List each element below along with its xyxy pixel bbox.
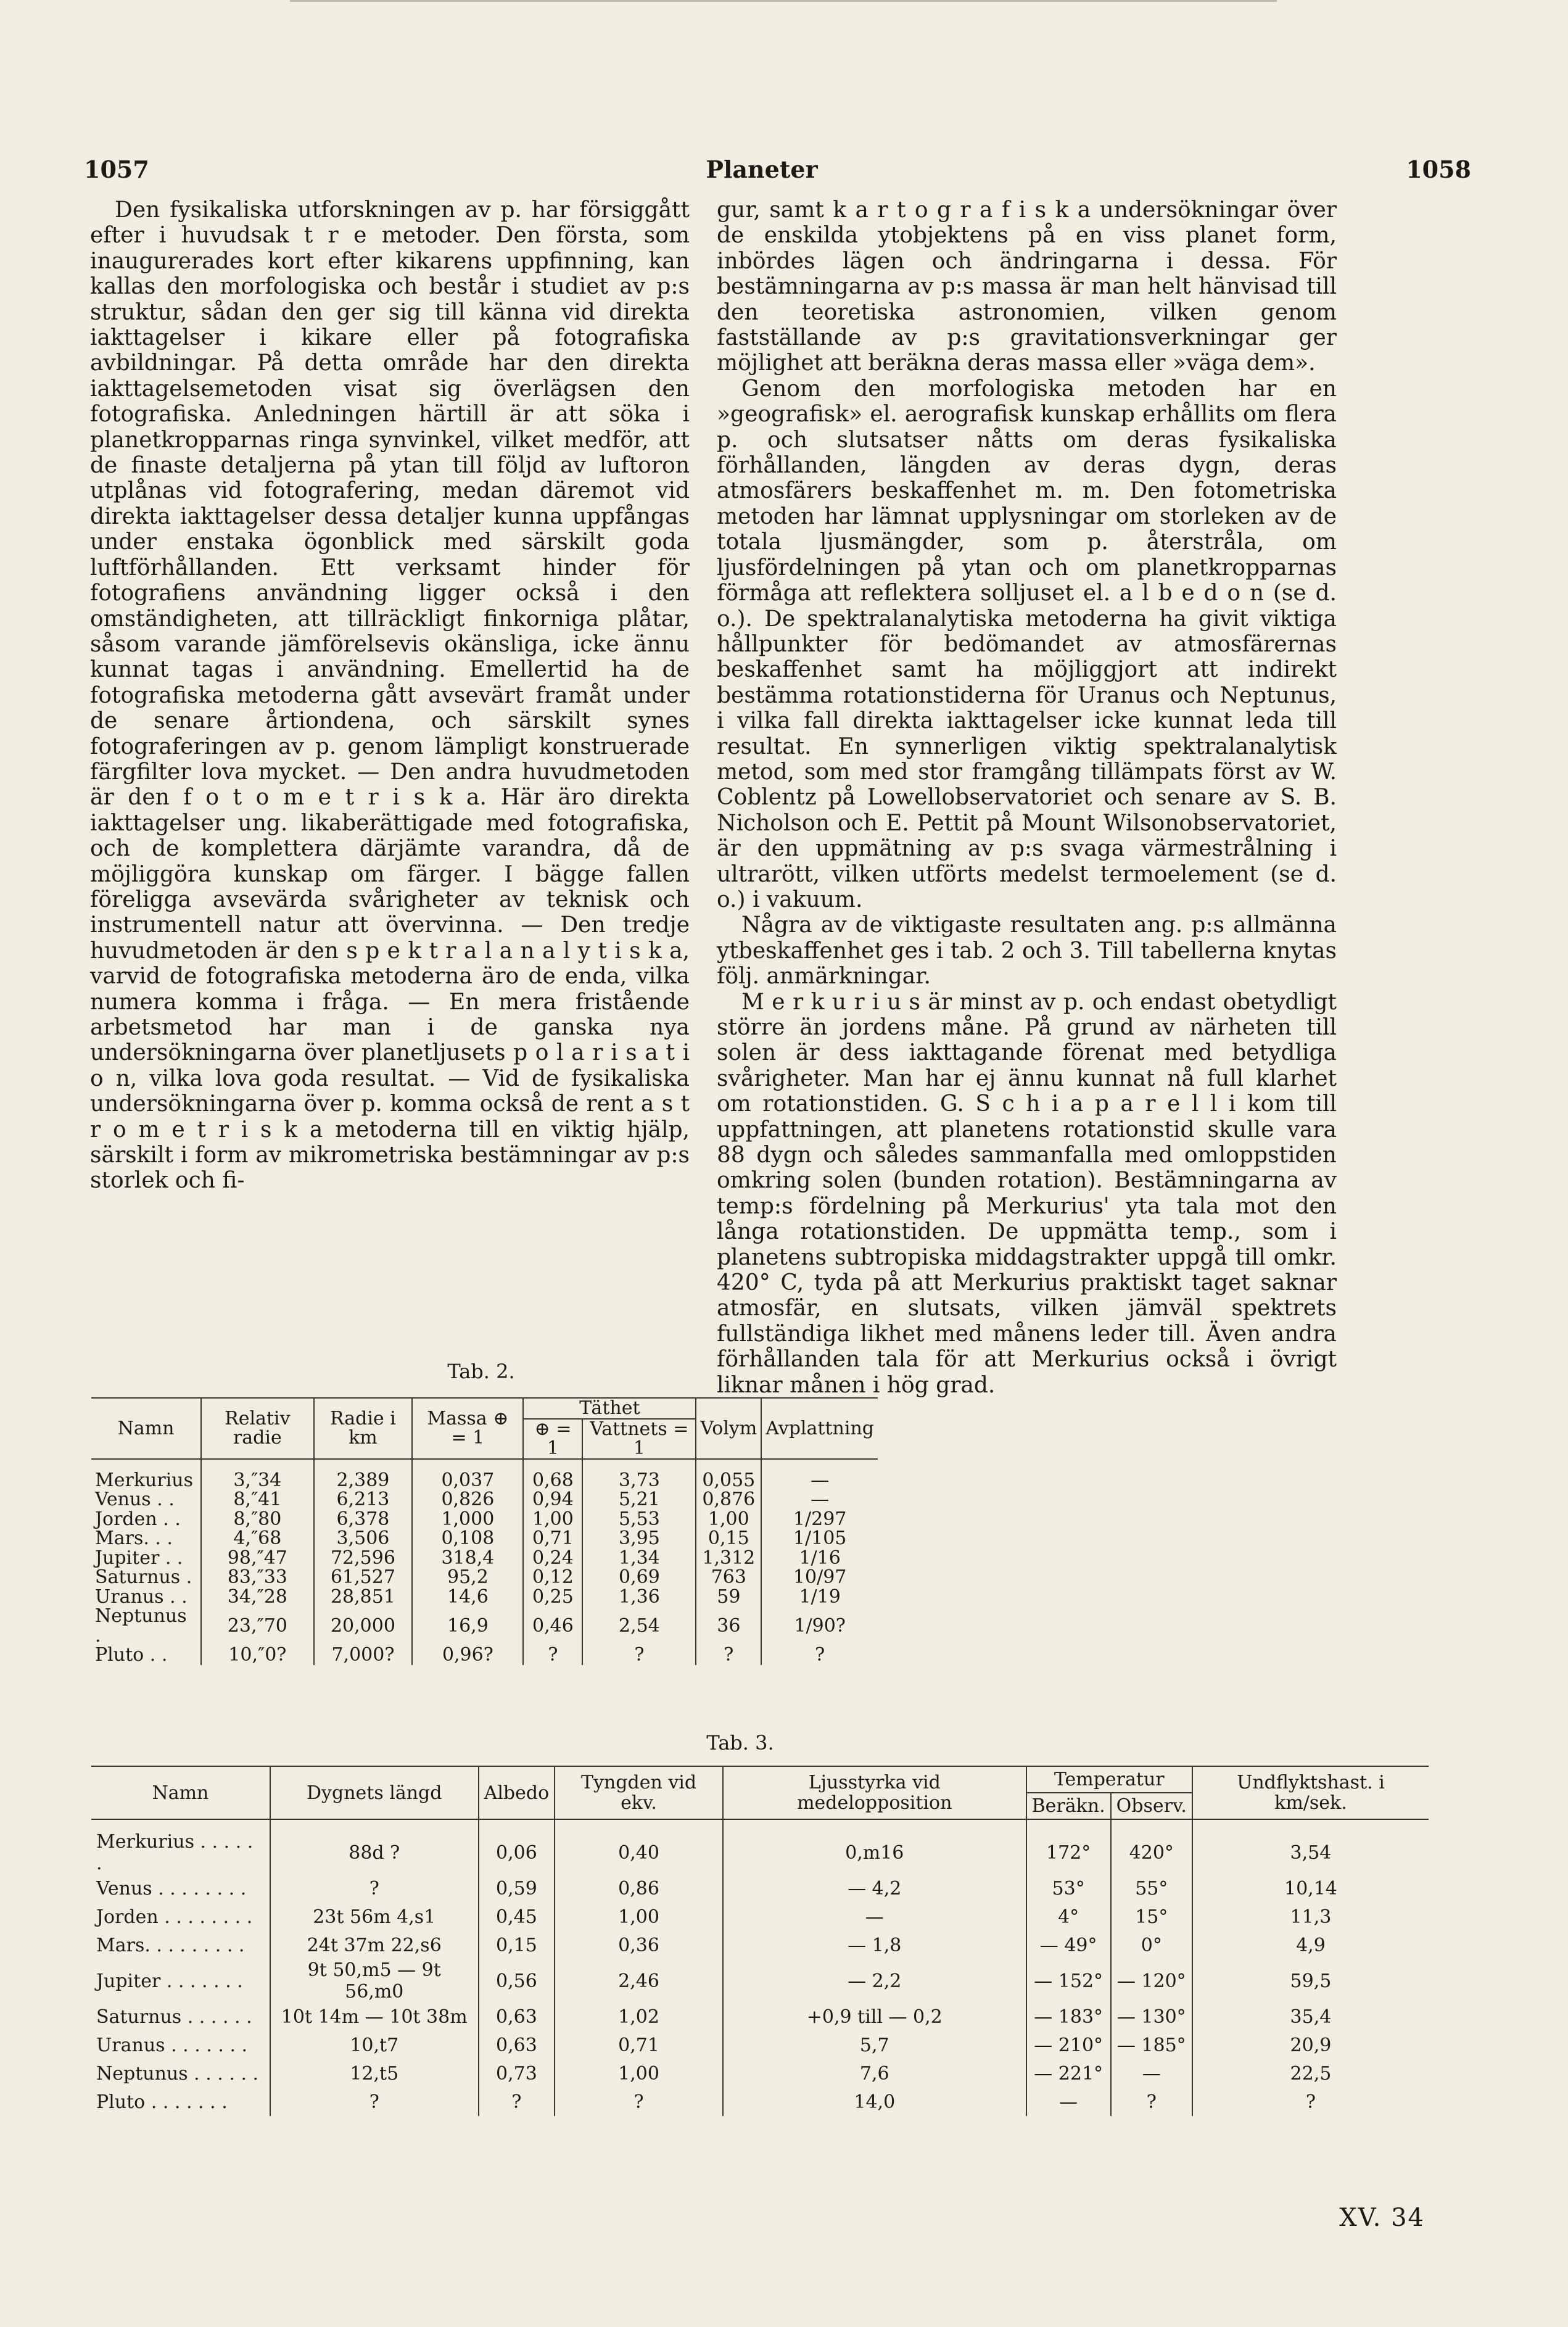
table-cell: 0,12 <box>523 1568 582 1587</box>
table-cell: 0,73 <box>479 2059 555 2088</box>
table-row <box>91 1959 1429 2003</box>
table-cell: — 1,8 <box>723 1931 1026 1959</box>
col-tathet-water: Vattnets = 1 <box>582 1419 696 1459</box>
table-tab2 <box>91 1397 878 1665</box>
table-cell: 0,m16 <box>723 1819 1026 1874</box>
table-row <box>91 1645 878 1665</box>
col-massa: Massa ⊕ = 1 <box>412 1398 523 1459</box>
table-cell: 61,527 <box>314 1568 413 1587</box>
table-cell: 1,00 <box>523 1510 582 1529</box>
table-cell: 0° <box>1111 1931 1192 1959</box>
table-cell: 0,40 <box>555 1819 723 1874</box>
col-namn: Namn <box>91 1398 201 1459</box>
table-cell: Merkurius <box>95 1469 193 1491</box>
table-row <box>91 1510 878 1529</box>
table-row <box>91 1587 878 1607</box>
table-cell: 1,312 <box>696 1548 761 1568</box>
col-tathet-earth: ⊕ = 1 <box>523 1419 582 1459</box>
table-cell: 12,t5 <box>270 2059 479 2088</box>
table-cell: — 210° <box>1026 2031 1111 2059</box>
table-cell: — <box>1111 2059 1192 2088</box>
table-cell: 0,24 <box>523 1548 582 1568</box>
table-cell: 0,63 <box>479 2031 555 2059</box>
table-row <box>91 1819 1429 1874</box>
table-row <box>91 1548 878 1568</box>
table-cell: 0,71 <box>555 2031 723 2059</box>
table-cell: 1/105 <box>761 1529 878 1548</box>
table-cell: 3,506 <box>314 1529 413 1548</box>
tab2-caption: Tab. 2. <box>447 1360 515 1383</box>
table-cell: — 185° <box>1111 2031 1192 2059</box>
table-cell: 3,95 <box>582 1529 696 1548</box>
left-text-column <box>90 197 690 1370</box>
table-cell: 318,4 <box>412 1548 523 1568</box>
table-cell: 59,5 <box>1192 1959 1429 2003</box>
table-row <box>91 1874 1429 1903</box>
col-ljusstyrka: Ljusstyrka vid medelopposition <box>723 1766 1026 1819</box>
table-row <box>91 1903 1429 1931</box>
table-cell: 0,826 <box>412 1490 523 1510</box>
table-row <box>91 1568 878 1587</box>
table-cell: 0,63 <box>479 2003 555 2031</box>
table-cell: 172° <box>1026 1819 1111 1874</box>
table-cell: — <box>723 1903 1026 1931</box>
table-cell: 0,69 <box>582 1568 696 1587</box>
table-cell: ? <box>479 2088 555 2116</box>
col-volym: Volym <box>696 1398 761 1459</box>
table-cell: 20,000 <box>314 1606 413 1645</box>
table-row <box>91 2031 1429 2059</box>
table-cell: 23t 56m 4,s1 <box>270 1903 479 1931</box>
table-cell: 8,″80 <box>201 1510 313 1529</box>
col-albedo: Albedo <box>479 1766 555 1819</box>
table-cell: — <box>1026 2088 1111 2116</box>
table-cell: Saturnus . <box>95 1566 192 1588</box>
table-cell: 0,46 <box>523 1606 582 1645</box>
table-cell: 10,″0? <box>201 1645 313 1665</box>
table-cell: 10t 14m — 10t 38m <box>270 2003 479 2031</box>
table-cell: — 2,2 <box>723 1959 1026 2003</box>
table-cell: 10,14 <box>1192 1874 1429 1903</box>
table-cell: Neptunus . <box>95 1605 187 1647</box>
table-cell: 98,″47 <box>201 1548 313 1568</box>
table-cell: 1/90? <box>761 1606 878 1645</box>
table-cell: 0,108 <box>412 1529 523 1548</box>
table-cell: 1,00 <box>555 2059 723 2088</box>
table-row <box>91 2059 1429 2088</box>
paragraph: Genom den morfologiska metoden har en »geografisk» el. aerografisk kunskap erhållits om flera p. och slutsatser nåtts om deras fysikaliska förhållanden, längden av deras dygn, deras atmosfärers beskaffenhet m. m. Den fotometriska metoden har lämnat upplysningar om storleken av de totala ljusmängder, som p. återstråla, om ljusfördelningen på ytan och om planetkropparnas förmåga att reflektera solljuset el. a l b e d o n (se d. o.). De spektralanalytiska metoderna ha givit viktiga hållpunkter för bedömandet av atmosfärernas beskaffenhet samt ha möjliggjort att indirekt bestämma rotationstiderna för Uranus och Neptunus, i vilka fall direkta iakttagelser icke kunnat leda till resultat. En synnerligen viktig spektralanalytisk metod, som med stor framgång tillämpats först av W. Coblentz på Lowellobservatoriet och senare av S. B. Nicholson och E. Pettit på Mount Wilsonobservatoriet, är den uppmätning av p:s svaga värmestrålning i ultrarött, vilken utförts medelst termoelement (se d. o.) i vakuum. <box>717 376 1337 912</box>
table-cell: 28,851 <box>314 1587 413 1607</box>
table-cell: Jorden . . . . . . . . <box>96 1906 253 1928</box>
table-cell: 0,86 <box>555 1874 723 1903</box>
table-cell: ? <box>1111 2088 1192 2116</box>
table-cell: 0,45 <box>479 1903 555 1931</box>
table-cell: 5,53 <box>582 1510 696 1529</box>
table-row <box>91 1529 878 1548</box>
table-cell: 5,7 <box>723 2031 1026 2059</box>
table-cell: Merkurius . . . . . . <box>96 1831 254 1874</box>
table-cell: — <box>761 1459 878 1490</box>
col-berakn: Beräkn. <box>1026 1793 1111 1819</box>
table-cell: 35,4 <box>1192 2003 1429 2031</box>
table-cell: 0,06 <box>479 1819 555 1874</box>
table-cell: ? <box>582 1645 696 1665</box>
paragraph: gur, samt k a r t o g r a f i s k a undersökningar över de enskilda ytobjektens på en viss planet form, inbördes lägen och ändringarna i dessa. För bestämningarna av p:s massa är man helt hänvisad till den teoretiska astronomien, vilken genom fastställande av p:s gravitationsverkningar ger möjlighet att beräkna deras massa eller »väga dem». <box>717 197 1337 376</box>
table-cell: +0,9 till — 0,2 <box>723 2003 1026 2031</box>
table-cell: 23,″70 <box>201 1606 313 1645</box>
table-row <box>91 2003 1429 2031</box>
tab3-body <box>91 1819 1429 2116</box>
table-cell: Mars. . . . . . . . . <box>96 1934 245 1956</box>
table-cell: 0,15 <box>479 1931 555 1959</box>
table-cell: 1,00 <box>696 1510 761 1529</box>
table-cell: — 4,2 <box>723 1874 1026 1903</box>
table-cell: — 183° <box>1026 2003 1111 2031</box>
table-cell: 55° <box>1111 1874 1192 1903</box>
col-namn: Namn <box>91 1766 270 1819</box>
table-cell: 10,t7 <box>270 2031 479 2059</box>
table-cell: 59 <box>696 1587 761 1607</box>
tab2-body <box>91 1459 878 1665</box>
table-cell: ? <box>1192 2088 1429 2116</box>
paragraph: Några av de viktigaste resultaten ang. p:s allmänna ytbeskaffenhet ges i tab. 2 och 3. Till tabellerna knytas följ. anmärkningar. <box>717 912 1337 990</box>
table-cell: 1,36 <box>582 1587 696 1607</box>
table-cell: 3,″34 <box>201 1459 313 1490</box>
table-cell: 0,96? <box>412 1645 523 1665</box>
table-cell: 2,54 <box>582 1606 696 1645</box>
table-cell: 7,000? <box>314 1645 413 1665</box>
table-row <box>91 1459 878 1490</box>
table-row <box>91 2088 1429 2116</box>
table-row <box>91 1490 878 1510</box>
table-cell: 763 <box>696 1568 761 1587</box>
signature-mark: XV. 34 <box>1339 2204 1425 2232</box>
table-cell: 0,25 <box>523 1587 582 1607</box>
table-cell: Uranus . . <box>95 1585 188 1608</box>
table-cell: 0,055 <box>696 1459 761 1490</box>
col-observ: Observ. <box>1111 1793 1192 1819</box>
left-page-number: 1057 <box>84 155 149 183</box>
paragraph: Den fysikaliska utforskningen av p. har försiggått efter i huvudsak t r e metoder. Den första, som inaugurerades kort efter kikarens uppfinning, kan kallas den morfologiska och består i studiet av p:s struktur, sådan den ger sig till känna vid direkta iakttagelser i kikare eller på fotografiska avbildningar. På detta område har den direkta iakttagelsemetoden visat sig överlägsen den fotografiska. Anledningen härtill är att söka i planetkropparnas ringa synvinkel, vilket medför, att de finaste detaljerna på ytan till följd av luftoron utplånas vid fotografering, medan däremot vid direkta iakttagelser dessa detaljer kunna uppfångas under enstaka ögonblick med särskilt goda luftförhållanden. Ett verksamt hinder för fotografiens användning ligger också i den omständigheten, att tillräckligt finkorniga plåtar, såsom varande jämförelsevis okänsliga, icke ännu kunnat tagas i användning. Emellertid ha de fotografiska metoderna gått avsevärt framåt under de senare årtiondena, och särskilt synes fotograferingen av p. genom lämpligt konstruerade färgfilter lova mycket. — Den andra huvudmetoden är den f o t o m e t r i s k a. Här äro direkta iakttagelser ung. likaberättigade med fotografiska, och de kompletterа därjämte varandra, då de möjliggöra kunskap om färger. I bägge fallen föreligga avsevärda svårigheter av teknisk och instrumentell natur att övervinna. — Den tredje huvudmetoden är den s p e k t r a l a n a l y t i s k a, varvid de fotografiska metoderna äro de enda, vilka numera komma i fråga. — En mera fristående arbetsmetod har man i de ganska nya undersökningarna över planetljusets p o l a r i s a t i o n, vilka lova goda resultat. — Vid de fysikaliska undersökningarna över p. komma också de rent a s t r o m e t r i s k a metoderna till en viktig hjälp, särskilt i form av mikrometriska bestämningar av p:s storlek och fi- <box>90 197 690 1194</box>
table-cell: 95,2 <box>412 1568 523 1587</box>
table-cell: 0,037 <box>412 1459 523 1490</box>
table-tab3 <box>91 1766 1429 2116</box>
table-cell: 0,15 <box>696 1529 761 1548</box>
table-cell: 9t 50,m5 — 9t 56,m0 <box>270 1959 479 2003</box>
table-cell: ? <box>270 1874 479 1903</box>
table-cell: ? <box>696 1645 761 1665</box>
table-cell: 0,68 <box>523 1459 582 1490</box>
table-cell: Jupiter . . <box>95 1547 183 1569</box>
table-cell: 16,9 <box>412 1606 523 1645</box>
col-radie-km: Radie i km <box>314 1398 413 1459</box>
paragraph: M e r k u r i u s är minst av p. och endast obetydligt större än jordens måne. På grund av närheten till solen är dess iakttagande förenat med betydliga svårigheter. Man har ej ännu kunnat nå full klarhet om rotationstiden. G. S c h i a p a r e l l i kom till uppfattningen, att planetens rotationstid skulle vara 88 dygn och således sammanfalla med omloppstiden omkring solen (bunden rotation). Bestämningarna av temp:s fördelning på Merkurius' yta tala mot den långa rotationstiden. De uppmätta temp., som i planetens subtropiska middagstrakter uppgå till omkr. 420° C, tyda på att Merkurius praktiskt taget saknar atmosfär, en slutsats, vilken jämväl spektrets fullständiga likhet med månens leder till. Även andra förhållanden tala för att Merkurius också i övrigt liknar månen i hög grad. <box>717 989 1337 1398</box>
table-cell: 20,9 <box>1192 2031 1429 2059</box>
table-cell: — 130° <box>1111 2003 1192 2031</box>
col-undflykt: Undflyktshast. i km/sek. <box>1192 1766 1429 1819</box>
table-cell: 2,389 <box>314 1459 413 1490</box>
table-cell: 6,378 <box>314 1510 413 1529</box>
table-cell: 0,59 <box>479 1874 555 1903</box>
table-cell: 34,″28 <box>201 1587 313 1607</box>
col-tyngden: Tyngden vid ekv. <box>555 1766 723 1819</box>
table-cell: 15° <box>1111 1903 1192 1931</box>
table-cell: 2,46 <box>555 1959 723 2003</box>
table-cell: ? <box>761 1645 878 1665</box>
table-cell: — <box>761 1490 878 1510</box>
table-cell: 1/19 <box>761 1587 878 1607</box>
table-row <box>91 1931 1429 1959</box>
right-text-column <box>717 197 1337 1398</box>
table-cell: 88d ? <box>270 1819 479 1874</box>
table-cell: Saturnus . . . . . . <box>96 2006 252 2028</box>
table-cell: Venus . . <box>95 1489 175 1510</box>
right-page-number: 1058 <box>1406 155 1471 183</box>
table-cell: 72,596 <box>314 1548 413 1568</box>
table-cell: 0,71 <box>523 1529 582 1548</box>
table-cell: 1,34 <box>582 1548 696 1568</box>
table-cell: 0,876 <box>696 1490 761 1510</box>
table-cell: 1,000 <box>412 1510 523 1529</box>
table-cell: 1,00 <box>555 1903 723 1931</box>
table-cell: Neptunus . . . . . . <box>96 2062 259 2085</box>
table-cell: 11,3 <box>1192 1903 1429 1931</box>
table-cell: Pluto . . <box>95 1644 168 1666</box>
table-cell: Jupiter . . . . . . . <box>96 1970 243 1992</box>
table-row <box>91 1606 878 1645</box>
table-cell: 22,5 <box>1192 2059 1429 2088</box>
table-cell: 14,0 <box>723 2088 1026 2116</box>
table-cell: 3,73 <box>582 1459 696 1490</box>
table-cell: 6,213 <box>314 1490 413 1510</box>
table-cell: 7,6 <box>723 2059 1026 2088</box>
table-cell: 0,36 <box>555 1931 723 1959</box>
table-cell: 4,9 <box>1192 1931 1429 1959</box>
col-tathet: Täthet <box>523 1398 696 1419</box>
table-cell: Pluto . . . . . . . <box>96 2091 228 2113</box>
running-title: Planeter <box>706 155 818 183</box>
table-cell: 1/16 <box>761 1548 878 1568</box>
table-cell: ? <box>270 2088 479 2116</box>
table-cell: 5,21 <box>582 1490 696 1510</box>
table-cell: 24t 37m 22,s6 <box>270 1931 479 1959</box>
table-cell: — 221° <box>1026 2059 1111 2088</box>
table-cell: — 152° <box>1026 1959 1111 2003</box>
table-cell: 420° <box>1111 1819 1192 1874</box>
table-cell: Jorden . . <box>95 1508 181 1530</box>
table-cell: 0,94 <box>523 1490 582 1510</box>
col-dygn: Dygnets längd <box>270 1766 479 1819</box>
table-cell: 0,56 <box>479 1959 555 2003</box>
tab3-caption: Tab. 3. <box>706 1731 774 1755</box>
table-cell: ? <box>523 1645 582 1665</box>
table-cell: ? <box>555 2088 723 2116</box>
table-cell: 53° <box>1026 1874 1111 1903</box>
table-cell: 3,54 <box>1192 1819 1429 1874</box>
col-rel-radie: Relativ radie <box>201 1398 313 1459</box>
table-cell: 8,″41 <box>201 1490 313 1510</box>
table-cell: Mars. . . <box>95 1527 173 1549</box>
top-rule <box>290 0 1277 2</box>
table-cell: 14,6 <box>412 1587 523 1607</box>
table-cell: 1,02 <box>555 2003 723 2031</box>
table-cell: 4,″68 <box>201 1529 313 1548</box>
col-temperatur: Temperatur <box>1026 1766 1192 1793</box>
table-cell: 83,″33 <box>201 1568 313 1587</box>
table-cell: Uranus . . . . . . . <box>96 2034 248 2056</box>
table-cell: 36 <box>696 1606 761 1645</box>
col-avplattning: Avplattning <box>761 1398 878 1459</box>
table-cell: 10/97 <box>761 1568 878 1587</box>
table-cell: 1/297 <box>761 1510 878 1529</box>
table-cell: 4° <box>1026 1903 1111 1931</box>
table-cell: Venus . . . . . . . . <box>96 1877 247 1899</box>
table-cell: — 120° <box>1111 1959 1192 2003</box>
table-cell: — 49° <box>1026 1931 1111 1959</box>
